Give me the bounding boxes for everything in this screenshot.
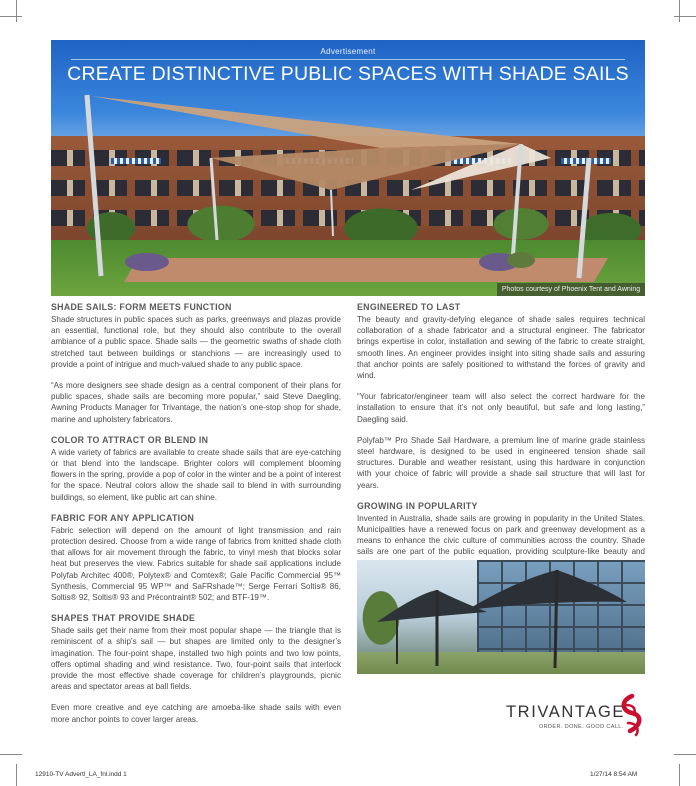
canopy-graphic [357, 560, 645, 674]
advertisement-label: Advertisement [320, 47, 376, 56]
photo-credit: Photos courtesy of Phoenix Tent and Awning [497, 283, 645, 296]
body-paragraph: Shade sails get their name from their most popular shape — the triangle that is reminiscent of a ship’s sail — but shapes are limited only to the designer’s imagination. The four-point shape, installed two high points and two low points, offers optimal shading and wind resistance. Two, four-point sails that interlock provide the most effective shade coverage for children’s playgrounds, picnic areas and spectator areas at ball fields. [51, 626, 341, 692]
crop-mark [16, 0, 17, 22]
section-heading: FABRIC FOR ANY APPLICATION [51, 512, 195, 523]
print-slug-date: 1/27/14 8:54 AM [590, 771, 638, 778]
logo-swirl-icon [618, 693, 646, 739]
left-column [51, 302, 341, 735]
header-rule [71, 59, 625, 60]
logo-wordmark: TRIVANTAGE [506, 703, 625, 721]
hero-photo [51, 40, 645, 296]
crop-mark [674, 754, 696, 755]
body-paragraph: Fabric selection will depend on the amount of light transmission and rain protection desired. Choose from a wide range of fabrics from knitted shade cloth that allows for air movement through the fabric, to vinyl mesh that blocks solar heat but preserves the view. Fabrics suitable for shade sail applications include Polyfab Architec 400®, Polytex® and Comtex®; Gale Pacific Commercial 95™ Synthesis, Commercial 95 WP™ and SaFRshade™; Serge Ferrari Soltis® 86, Soltis® 92, Soltis® 93 and Précontraint® 502; and BTF-19™. [51, 525, 341, 603]
right-column [357, 302, 645, 590]
section-heading: ENGINEERED TO LAST [357, 302, 461, 312]
section-heading: SHADE SAILS: FORM MEETS FUNCTION [51, 302, 232, 312]
body-paragraph: A wide variety of fabrics are available to create shade sails that are eye-catching or that blend into the landscape. Brighter colors will complement blooming flowers in the spring, provide a pop of color in the winter and be a point of interest for the space. Neutral colors allow the shade sail to blend in with surrounding buildings, so element, like public art can shine. [51, 447, 341, 502]
crop-mark [679, 0, 680, 22]
body-paragraph: Polyfab™ Pro Shade Sail Hardware, a premium line of marine grade stainless steel hardware, is designed to be used in engineered tension shade sail structures. Durable and weather resistant, using this hardware in conjunction with your choice of fabric will provide a shade sail structure that will last for years. [357, 435, 645, 490]
body-paragraph: “As more designers see shade design as a central component of their plans for public spaces, shade sails are becoming more popular,” said Steve Daegling, Awning Products Manager for Trivantage, the nation’s one-stop shop for shade, marine and upholstery fabricators. [51, 381, 341, 424]
section-heading: SHAPES THAT PROVIDE SHADE [51, 613, 196, 624]
body-paragraph: Shade structures in public spaces such as parks, greenways and plazas provide an essential, functional role, but they should also contribute to the overall ambiance of a public space. Shade sails — the geometric swaths of shade cloth stretched taut between buildings or stanchions — are increasingly used to provide a point of intrigue and much-valued shade to any public space. [51, 315, 341, 369]
section-heading: GROWING IN POPULARITY [357, 500, 478, 511]
logo-tagline: ORDER. DONE. GOOD CALL. [539, 724, 624, 730]
page-title: CREATE DISTINCTIVE PUBLIC SPACES WITH SHADE SAILS [67, 63, 629, 85]
print-slug-file: 12910-TV Advertl_LA_fnl.indd 1 [35, 771, 127, 778]
body-paragraph: Even more creative and eye catching are amoeba-like shade sails with even more anchor points to cover larger areas. [51, 703, 341, 724]
crop-mark [679, 764, 680, 786]
shade-sail-photo [357, 560, 645, 674]
crop-mark [16, 764, 17, 786]
crop-mark [674, 16, 696, 17]
body-paragraph: Invented in Australia, shade sails are growing in popularity in the United States. Municipalities have a renewed focus on park and greenway development as a means to enhance the civic culture of communities across the country. Shade sails are one part of the public equation, providing sculpture-like beauty and [357, 513, 645, 557]
crop-mark [0, 754, 22, 755]
trivantage-logo [506, 693, 646, 743]
body-paragraph: “Your fabricator/engineer team will also select the correct hardware for the installation to ensure that it’s not only beautiful, but safe and long lasting,” Daegling said. [357, 392, 645, 424]
section-heading: COLOR TO ATTRACT OR BLEND IN [51, 434, 209, 445]
body-paragraph: The beauty and gravity-defying elegance of shade sales requires technical collaboration of a shade fabricator and a structural engineer. The fabricator brings expertise in color, installation and sewing of the fabric to create straight, smooth lines. An engineer provides insight into siting shade sails and assuring that anchor points are safely positioned to withstand the forces of gravity and wind. [357, 315, 645, 381]
crop-mark [0, 16, 22, 17]
